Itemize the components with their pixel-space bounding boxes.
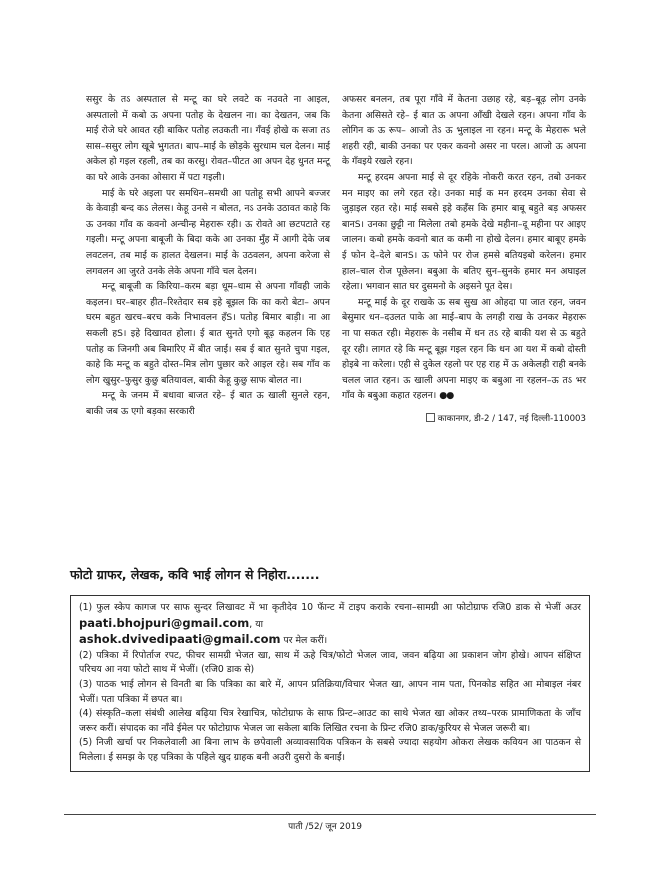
- article-paragraph: अफसर बनलन, तब पूरा गाँवे में केतना उछाह रहे, बड़–बूढ़ लोग उनके केतना असिसते रहे– ई बात ऊ अपना आँखी देखले रहन। अपना गाँव के लोगिन क ऊ रूप– आजो तेऽ ऊ भुलाइल ना रहन। मन्टू के मेहरारू भले शहरी रही, बाकी उनका पर एकर कवनो असर ना परल। आजो ऊ अपना के गँवइये रखले रहन।: [342, 94, 586, 168]
- article-paragraph: मन्टू के जनम में बधावा बाजत रहे– ई बात ऊ खाली सुनले रहन, बाकी जब ऊ एगो बड़का सरकारी: [86, 390, 330, 417]
- notice-item-1-or: , या: [249, 618, 264, 630]
- notice-item-3: (3) पाठक भाई लोगन से विनती बा कि पत्रिका का बारे में, आपन प्रतिक्रिया/विचार भेजत खा, आपन नाम पता, पिनकोड सहित आ मोबाइल नंबर भेजीं। पता पत्रिका में छपत बा।: [79, 678, 581, 705]
- notice-item-2: (2) पत्रिका में रिपोर्ताज रपट, फीचर सामग्री भेजत खा, साथ में ऊहे चित्र/फोटो भेजल जाव, जवन बढ़िया आ प्रकाशन जोग होखे। आपन संक्षिप्त परिचय आ नया फोटो साथ में भेजीं। (रजि0 डाक से): [79, 649, 581, 676]
- notice-section: [70, 566, 590, 772]
- author-address: [342, 412, 586, 424]
- notice-box: [70, 595, 590, 772]
- article-right-column: [342, 92, 586, 424]
- email-link-1[interactable]: paati.bhojpuri@gmail.com: [79, 615, 250, 630]
- article-paragraph: मन्टू बाबूजी क किरिया–करम बड़ा धूम–धाम से अपना गाँवही जाके कइलन। घर–बाहर हीत–रिश्तेदार सब इहे बूझल कि का करो बेटा– अपन घरम बहुत खरच–बरच कके निभावलन हँS। पतोह बिमार बाड़ी। ना आ सकली हS। इहे दिखावत होला। ई बात सुनते एगो बूढ़ कहलन कि एह पतोह क जिनगी अब बिमारिए में बीत जाई। सब ई बात सुनते चुपा गइल, काहे कि मन्टू क बहुते दोस्त–मित्र लोग पुछार करे आइल रहे। सब गाँव क लोग खुसुर–फुसुर कुछु बतियावल, बाकी केहू कुछु साफ बोलत ना।: [86, 281, 330, 386]
- article-paragraph: ससुर के तऽ अस्पताल से मन्टू का घरे लवटे क नउवते ना आइल, अस्पतालो में कबो ऊ अपना पतोह के देखलन ना। का देखतन, जब कि माई रोजे घरे आवत रही बाकिर पतोह लउकती ना। गँवई होखे क सजा तऽ सास–ससुर लोग खूबे भुगतत। बाप–माई के छोड़के सुरधाम चल देलन। माई अकेल हो गइल रहली, तब का करसु। रोवत–पीटत आ अपन देह धुनत मन्टू का घरे आके उनका ओसारा में पटा गइली।: [86, 94, 330, 183]
- notice-item-1-text: (1) फुल स्केप कागज पर साफ सुन्दर लिखावट में भा कृतीदेव 10 फॅान्ट में टाइप कराके रचना–सामग्री आ फोटोग्राफ रजि0 डाक से भेजीं अउर: [79, 602, 581, 613]
- end-mark: ●●: [439, 390, 454, 402]
- square-bullet-icon: [426, 413, 435, 422]
- article-left-column: [86, 92, 330, 424]
- notice-item-4: (4) संस्कृति–कला संबंधी आलेख बढ़िया चित्र रेखाचित्र, फोटोग्राफ के साफ प्रिन्ट–आउट का साथे भेजत खा ओकर तथ्य–परक प्रामाणिकता के जाँच जरूर करीं। संपादक का नाँवे ईमेल पर फोटोग्राफ भेजल जा सकेला बाकि लिखित रचना के प्रिन्ट रजि0 डाक/कुरियर से भेजल जरूरी बा।: [79, 708, 581, 734]
- article-paragraph: मन्टू हरदम अपना माई से दूर रहिके नोकरी करत रहन, तबो उनकर मन माइए का लगे रहत रहे। उनका माई क मन हरदम उनका सेवा से जुड़ाइल रहत रहे। माई सबसे इहे कहँस कि हमार बाबू बहुते बड़ अफसर बानS। उनका छुट्टी ना मिलेला तबो हमके देखे महीना–दू महीना पर आइए जालन। कबो हमके कवनो बात क कमी ना होखे देलन। हमार बाबूए हमके ई फोन दे–देले बानS। ऊ फोने पर रोज हमसे बतियइबो करेलन। हमार हाल–चाल रोज पूछेलन। बबुआ के बतिए सुन–सुनके हमार मन अघाइल रहेला। भगवान सात घर दुसमनो के अइसने पूत देस।: [342, 171, 586, 293]
- notice-item-1: [79, 601, 581, 649]
- footer-divider: [64, 814, 596, 815]
- email-link-2[interactable]: ashok.dvivedipaati@gmail.com: [79, 632, 281, 647]
- notice-title: फोटो ग्राफर, लेखक, कवि भाई लोगन से निहोरा.......: [70, 567, 320, 582]
- article-paragraph-text: मन्टू माई के दूर राखके ऊ सब सुख आ ओहदा पा जात रहन, जवन बेसुमार धन–दउलत पाके आ माई–बाप के लगही राख के उनकर मेहरारू ना पा सकत रही। मेहरारू के नसीब में धन तऽ रहे बाकी यश से ऊ बहुते दूर रही। लागत रहे कि मन्टू बूझ गइल रहन कि धन आ यश में कबो दोस्ती होइबे ना करेला। एही से दुकेल रहलो पर एह राह में ऊ अकेलही राही बनके चलल जात रहन। ऊ खाली अपना माइए क बबुआ ना रहलन–ऊ तऽ भर गाँव के बबुआ कहात रहलन।: [342, 296, 586, 402]
- article-columns: [86, 92, 586, 424]
- page-footer: पाती /52/ जून 2019: [288, 822, 362, 832]
- article-paragraph: माई के घरे अइला पर समधिन–समधी आ पतोहू सभी आपने बज्जर के केवाड़ी बन्द कऽ लेलस। केहू उनसे न बोलत, नऽ उनके उठावत काहे कि ऊ उनका गाँव क कवनो अन्चीन्ह मेहरारू रही। ऊ रोवते आ छटपटाते रह गइली। मन्टू अपना बाबूजी के बिदा कके आ उनका मुँह में आगी देके जब लवटलन, तब माई क हालत देखलन। माई के उठवलन, अपना करेजा से लगवलन आ जुरते उनके लेके अपना गाँवे चल देलन।: [86, 187, 330, 277]
- notice-item-5: (5) निजी खर्चा पर निकलेवाली आ बिना लाभ के छपेवाली अव्यावसायिक पत्रिकन के सबसे ज्यादा सहयोग ओकरा लेखक कवियन आ पाठकन से मिलेला। ई समझ के एह पत्रिका के पहिले खुद ग्राहक बनी अउरी दुसरो के बनाईं।: [79, 737, 581, 763]
- notice-item-1-tail: पर मेल करीं।: [283, 635, 328, 647]
- author-address-text: काकानगर, डी-2 / 147, नई दिल्ली-110003: [437, 413, 586, 424]
- article-paragraph-final: [342, 295, 586, 404]
